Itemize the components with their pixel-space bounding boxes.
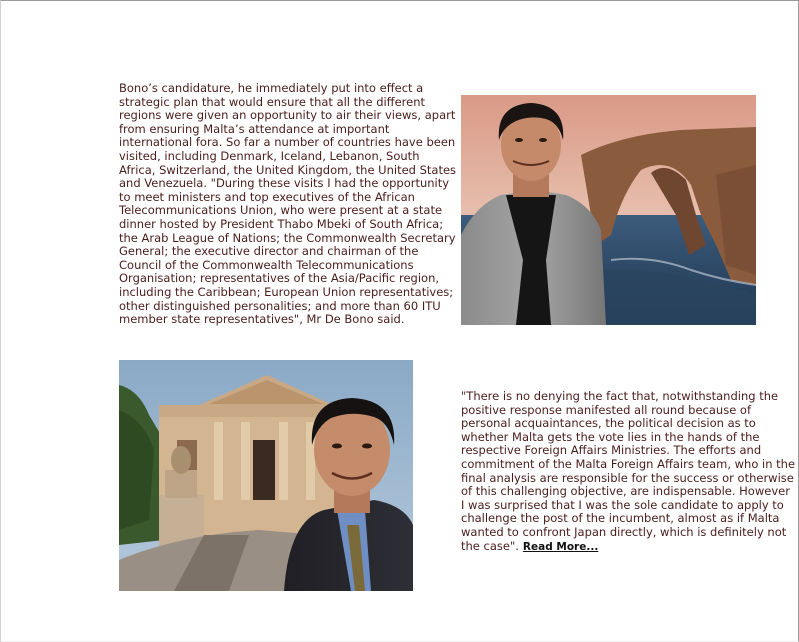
article-paragraph-2-text: "There is no denying the fact that, notwithstanding the positive response manifested all round because of personal acquaintances, the political decision as to whether Malta gets the vote lies in the hands of the respective Foreign Affairs Ministries. The efforts and commitment of the Malta Foreign Affairs team, who in the final analysis are responsible for the success or otherwise of this challenging objective, are indispensable. However I was surprised that I was the sole candidate to apply to challenge the post of the incumbent, almost as if Malta wanted to confront Japan directly, which is definitely not the case". — [461, 389, 796, 553]
article-paragraph-1: Bono’s candidature, he immediately put into effect a strategic plan that would ensure that all the different regions were given an opportunity to air their views, apart from ensuring Malta’s attendance at important international fora. So far a number of countries have been visited, including Denmark, Iceland, Lebanon, South Africa, Switzerland, the United Kingdom, the United States and Venezuela. "During these visits I had the opportunity to meet ministers and top executives of the African Telecommunications Union, who were present at a state dinner hosted by President Thabo Mbeki of South Africa; the Arab League of Nations; the Commonwealth Secretary General; the executive director and chairman of the Council of the Commonwealth Telecommunications Organisation; representatives of the Asia/Pacific region, including the Caribbean; European Union representatives; other distinguished personalities; and more than 60 ITU member state representatives", Mr De Bono said. — [119, 81, 457, 327]
photo-man-at-building — [119, 360, 413, 591]
photo-man-at-azure-window — [461, 95, 756, 325]
article-paragraph-2 — [461, 390, 796, 554]
photo-man-at-building-graphic — [119, 360, 413, 591]
read-more-link[interactable]: Read More... — [522, 540, 599, 553]
photo-man-at-azure-window-graphic — [461, 95, 756, 325]
